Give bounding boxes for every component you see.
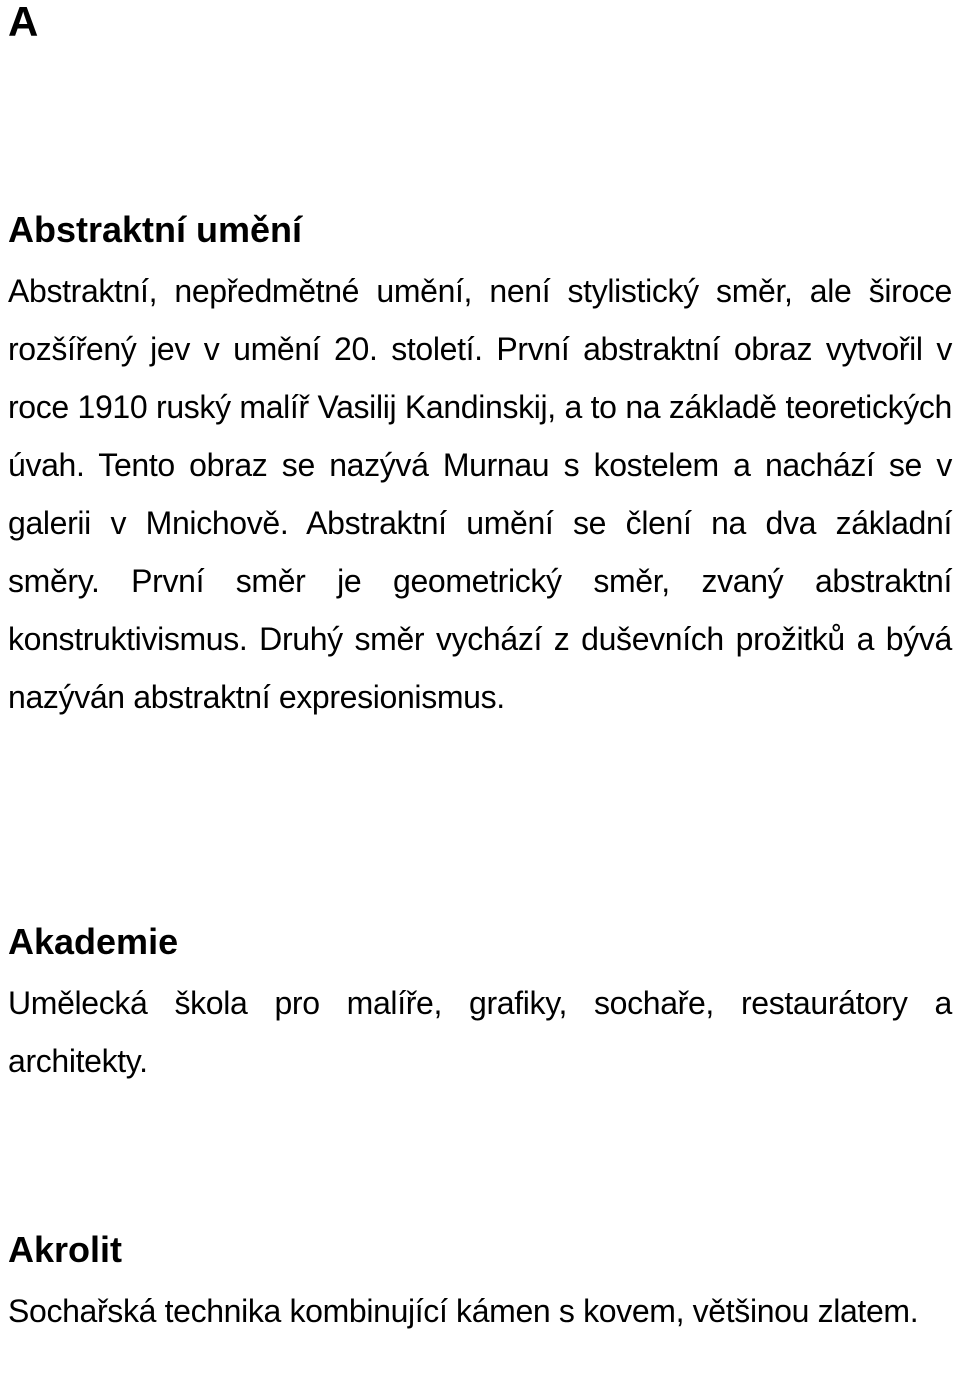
- entry-title: Abstraktní umění: [8, 209, 303, 250]
- entry-title: Akademie: [8, 921, 179, 962]
- entry-text: Abstraktní, nepředmětné umění, není stylistický směr, ale široce rozšířený jev v umění 20. století. První abstraktní obraz vytvořil v roce 1910 ruský malíř Vasilij Kandinskij, a to na základě teoretických úvah. Tento obraz se nazývá Murnau s kostelem a nachází se v galerii v Mnichově. Abstraktní umění se člení na dva základní směry. První směr je geometrický směr, zvaný abstraktní konstruktivismus. Druhý směr vychází z duševních prožitků a bývá nazýván abstraktní expresionismus.: [8, 273, 952, 715]
- glossary-entry-akrolit: [8, 1230, 952, 1340]
- entry-title: Akrolit: [8, 1229, 123, 1270]
- entry-text: Umělecká škola pro malíře, grafiky, sochaře, restaurátory a architekty.: [8, 985, 952, 1079]
- glossary-entry-akademie: [8, 922, 952, 1090]
- glossary-entry-abstraktni-umeni: [8, 210, 952, 726]
- section-letter: A: [8, 0, 39, 45]
- entry-text: Sochařská technika kombinující kámen s kovem, většinou zlatem.: [8, 1293, 919, 1329]
